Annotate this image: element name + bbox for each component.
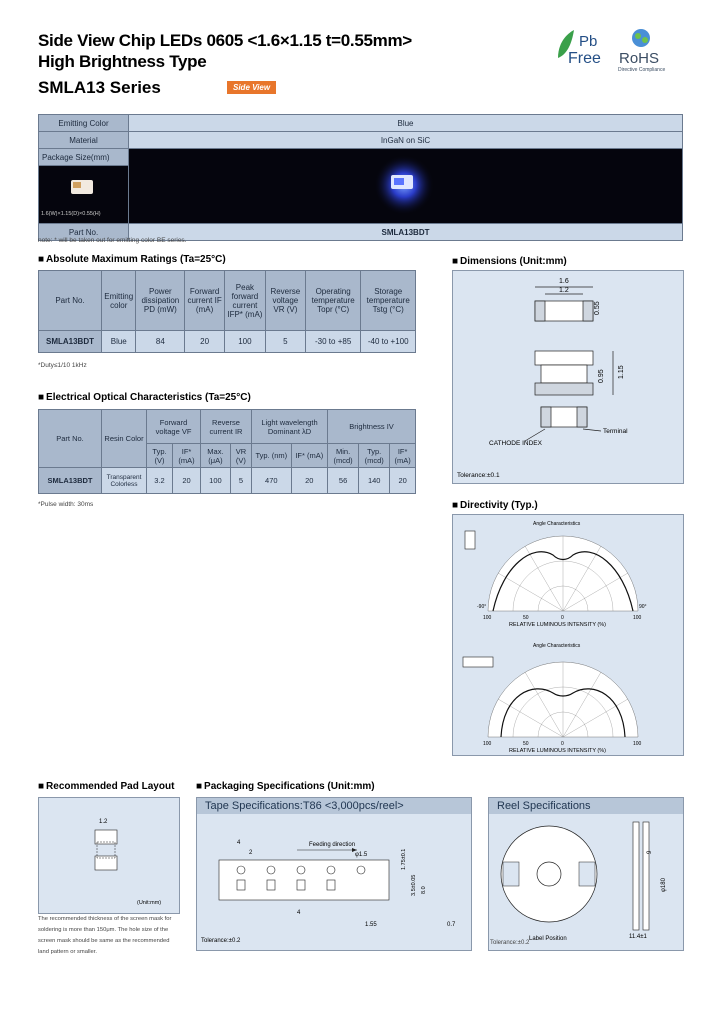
eo-group: Reverse current IR bbox=[201, 410, 252, 444]
eo-sub: IF* (mA) bbox=[390, 444, 416, 468]
eo-header: Part No. bbox=[39, 410, 102, 468]
eo-sub: Typ. (nm) bbox=[252, 444, 292, 468]
page-title: Side View Chip LEDs 0605 <1.6×1.15 t=0.55mm> bbox=[38, 31, 412, 50]
side-view-badge: Side View bbox=[227, 81, 276, 94]
tape-spec-title: Tape Specifications:T86 <3,000pcs/reel> bbox=[197, 798, 471, 814]
material-value: InGaN on SiC bbox=[129, 132, 683, 149]
tape-dim: 1.75±0.1 bbox=[401, 848, 407, 870]
chart2-orientation-icon bbox=[463, 657, 493, 667]
eo-sub: Min. (mcd) bbox=[328, 444, 359, 468]
emitting-color-label: Emitting Color bbox=[39, 115, 129, 132]
product-note: note: * will be taken out for emitting color BE series. bbox=[38, 237, 187, 244]
abs-max-table bbox=[38, 270, 416, 353]
eo-cell: 20 bbox=[390, 468, 416, 494]
eo-sub: Max. (μA) bbox=[201, 444, 231, 468]
tape-dim: 8.0 bbox=[421, 886, 427, 894]
abs-header: Forward current IF (mA) bbox=[185, 271, 225, 331]
globe-icon bbox=[617, 28, 677, 72]
eo-group: Brightness IV bbox=[328, 410, 416, 444]
eo-cell: 140 bbox=[359, 468, 390, 494]
eo-sub: Typ. (mcd) bbox=[359, 444, 390, 468]
tape-dim: 0.7 bbox=[447, 922, 456, 928]
eo-cell: Transparent Colorless bbox=[102, 468, 147, 494]
reel-drawing bbox=[489, 814, 683, 946]
tape-panel bbox=[196, 797, 472, 951]
part-no-value: SMLA13BDT bbox=[129, 224, 683, 241]
dim-1-15: 1.15 bbox=[618, 365, 625, 379]
eo-group: Light wavelength Dominant λD bbox=[252, 410, 328, 444]
abs-max-title: ■ Absolute Maximum Ratings (Ta=25°C) bbox=[38, 254, 226, 265]
chart2-tick-zero: 0 bbox=[561, 741, 564, 747]
abs-cell: -30 to +85 bbox=[305, 331, 361, 353]
terminal-label: Terminal bbox=[603, 428, 628, 435]
abs-cell: 5 bbox=[265, 331, 305, 353]
leaf-icon bbox=[552, 28, 614, 72]
chart2-axis-label: RELATIVE LUMINOUS INTENSITY (%) bbox=[509, 748, 606, 754]
eo-group: Forward voltage VF bbox=[147, 410, 201, 444]
product-table bbox=[38, 114, 683, 241]
rohs-sub: Directive Compliance bbox=[618, 67, 666, 72]
tape-dim: 3.5±0.05 bbox=[411, 874, 417, 896]
blue-led-image bbox=[129, 149, 682, 221]
dim-1-2: 1.2 bbox=[559, 287, 569, 294]
tape-dim: 4 bbox=[237, 840, 241, 846]
dimensions-title: ■ Dimensions (Unit:mm) bbox=[452, 256, 567, 267]
dim-1-6: 1.6 bbox=[559, 278, 569, 285]
eo-cell: 5 bbox=[230, 468, 251, 494]
chart2-tick-right: 100 bbox=[633, 741, 642, 747]
dim-0-55: 0.55 bbox=[594, 301, 601, 315]
pad-drawing bbox=[39, 798, 179, 913]
tape-tolerance: Tolerance:±0.2 bbox=[201, 938, 241, 944]
eo-sub: IF* (mA) bbox=[173, 444, 201, 468]
chart1-tick-left: 100 bbox=[483, 615, 492, 621]
eo-table bbox=[38, 409, 416, 494]
led-photo bbox=[129, 149, 683, 224]
pad-title: ■ Recommended Pad Layout bbox=[38, 781, 174, 792]
packaging-title: ■ Packaging Specifications (Unit:mm) bbox=[196, 781, 375, 792]
material-label: Material bbox=[39, 132, 129, 149]
emitting-color-value: Blue bbox=[129, 115, 683, 132]
directivity-title: ■ Directivity (Typ.) bbox=[452, 500, 538, 511]
directivity-panel bbox=[452, 514, 684, 756]
label-position: Label Position bbox=[529, 936, 567, 942]
abs-cell: Blue bbox=[102, 331, 136, 353]
eo-sub: VR (V) bbox=[230, 444, 251, 468]
chart1-caption: Angle Characteristics bbox=[533, 521, 581, 527]
rohs-logo bbox=[617, 28, 677, 72]
package-photo bbox=[39, 166, 129, 224]
eo-cell: 100 bbox=[201, 468, 231, 494]
abs-header: Part No. bbox=[39, 271, 102, 331]
package-size-caption: 1.6(W)×1.15(D)×0.55(H) bbox=[41, 211, 101, 218]
pad-panel bbox=[38, 797, 180, 914]
rohs-text: RoHS bbox=[619, 50, 660, 67]
reel-tolerance: Tolerance:±0.2 bbox=[490, 940, 530, 946]
chart1-orientation-icon bbox=[465, 531, 475, 549]
abs-cell: 20 bbox=[185, 331, 225, 353]
abs-header: Power dissipation PD (mW) bbox=[136, 271, 185, 331]
abs-cell: 100 bbox=[224, 331, 265, 353]
abs-cell: -40 to +100 bbox=[361, 331, 416, 353]
tape-dim: 4 bbox=[297, 910, 301, 916]
abs-header: Emitting color bbox=[102, 271, 136, 331]
dimensions-panel bbox=[452, 270, 684, 484]
eo-cell: 3.2 bbox=[147, 468, 173, 494]
eo-cell: SMLA13BDT bbox=[39, 468, 102, 494]
abs-footnote: *Duty≤1/10 1kHz bbox=[38, 362, 87, 369]
abs-header: Operating temperature Topr (°C) bbox=[305, 271, 361, 331]
abs-header: Peak forward current IFP* (mA) bbox=[224, 271, 265, 331]
tape-dim: 2 bbox=[249, 850, 253, 856]
reel-spec-title: Reel Specifications bbox=[489, 798, 683, 814]
reel-panel bbox=[488, 797, 684, 951]
dim-0-95: 0.95 bbox=[598, 369, 605, 383]
reel-dim: φ180 bbox=[661, 878, 667, 892]
eo-header: Resin Color bbox=[102, 410, 147, 468]
abs-header: Reverse voltage VR (V) bbox=[265, 271, 305, 331]
chart1-tick-right: 100 bbox=[633, 615, 642, 621]
chart1-axis-label: RELATIVE LUMINOUS INTENSITY (%) bbox=[509, 622, 606, 628]
reel-dim: 11.4±1 bbox=[629, 934, 647, 940]
package-size-label: Package Size(mm) bbox=[39, 149, 129, 166]
pb-text: Pb bbox=[579, 33, 598, 50]
chart2-tick-left: 100 bbox=[483, 741, 492, 747]
tape-drawing bbox=[197, 814, 471, 946]
eo-sub: Typ. (V) bbox=[147, 444, 173, 468]
eo-sub: IF* (mA) bbox=[291, 444, 327, 468]
dimensions-tolerance: Tolerance:±0.1 bbox=[457, 472, 500, 479]
chart1-tick-zero: 0 bbox=[561, 615, 564, 621]
cathode-index-label: CATHODE INDEX bbox=[489, 440, 542, 447]
page-subtitle: High Brightness Type bbox=[38, 52, 207, 71]
pad-note: The recommended thickness of the screen mask for soldering is more than 150μm. The hole size of the screen mask should be same as the recommended land pattern or smaller. bbox=[38, 916, 172, 955]
pb-free-logo bbox=[552, 28, 614, 72]
eo-cell: 20 bbox=[173, 468, 201, 494]
reel-dim: 9 bbox=[647, 850, 653, 854]
eo-cell: 20 bbox=[291, 468, 327, 494]
abs-cell: SMLA13BDT bbox=[39, 331, 102, 353]
series-name: SMLA13 Series bbox=[38, 78, 161, 97]
chart1-angle-neg: -90° bbox=[477, 604, 487, 610]
chart2-tick-mid: 50 bbox=[523, 741, 529, 747]
chart1-tick-mid: 50 bbox=[523, 615, 529, 621]
eo-footnote: *Pulse width: 30ms bbox=[38, 501, 94, 508]
feeding-direction: Feeding direction bbox=[309, 842, 356, 848]
eo-cell: 56 bbox=[328, 468, 359, 494]
tape-dim: 1.55 bbox=[365, 922, 377, 928]
tape-dim: φ1.5 bbox=[355, 852, 368, 858]
part-no-label: Part No. bbox=[39, 224, 129, 241]
pad-unit: (Unit:mm) bbox=[137, 900, 162, 906]
directivity-charts bbox=[453, 515, 683, 755]
abs-cell: 84 bbox=[136, 331, 185, 353]
eo-title: ■ Electrical Optical Characteristics (Ta=25°C) bbox=[38, 392, 251, 403]
dimension-drawing bbox=[453, 271, 683, 483]
abs-header: Storage temperature Tstg (°C) bbox=[361, 271, 416, 331]
chart2-caption: Angle Characteristics bbox=[533, 643, 581, 649]
pad-width: 1.2 bbox=[99, 819, 108, 825]
eo-cell: 470 bbox=[252, 468, 292, 494]
chart1-angle-pos: 90° bbox=[639, 604, 647, 610]
free-text: Free bbox=[568, 50, 601, 67]
